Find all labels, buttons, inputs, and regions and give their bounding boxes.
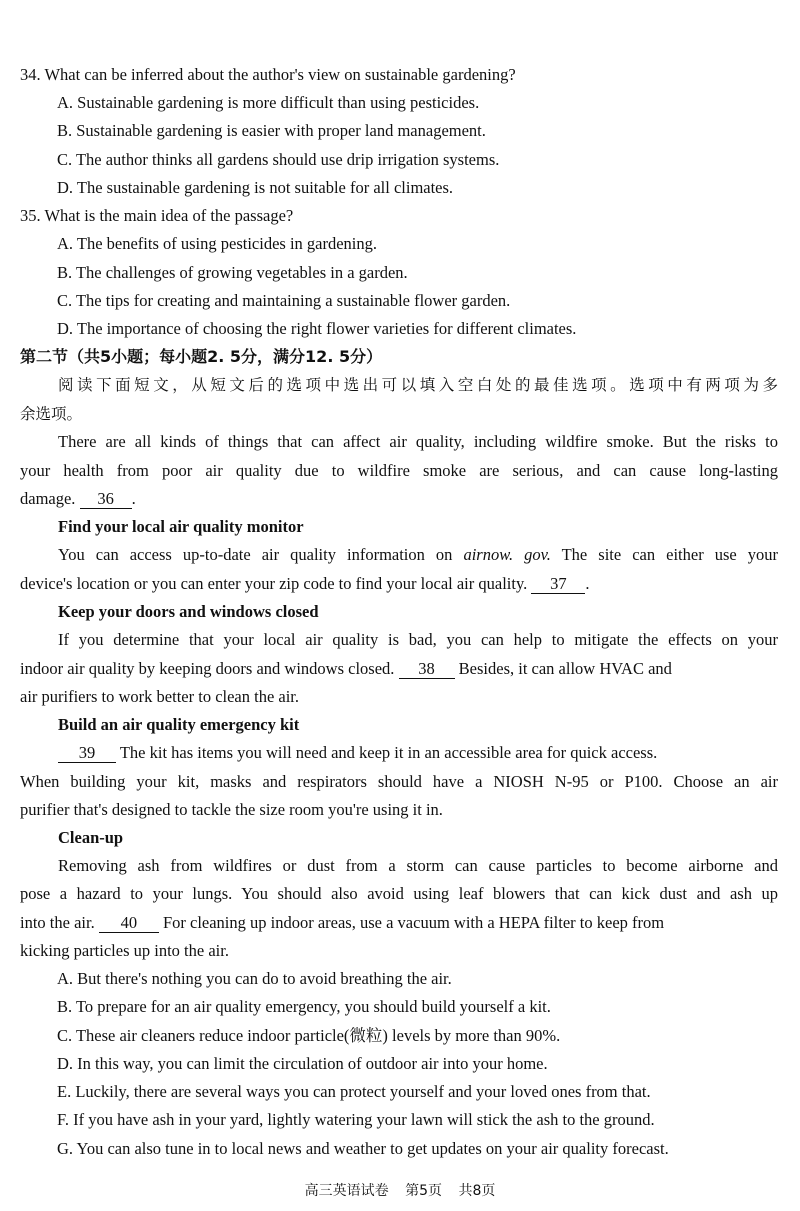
passage-line: air purifiers to work better to clean the air.: [20, 687, 300, 706]
page-footer: [0, 1180, 800, 1200]
passage-line: kicking particles up into the air.: [20, 941, 229, 960]
section-instruction-cont: 余选项。: [20, 405, 83, 423]
passage-text: .: [585, 574, 590, 593]
question-35-option-b: B. The challenges of growing vegetables in a garden.: [57, 263, 408, 282]
section-instruction: 阅读下面短文，从短文后的选项中选出可以填入空白处的最佳选项。选项中有两项为多: [58, 376, 778, 394]
footer-page-number: 第5页: [405, 1183, 442, 1199]
passage-heading-cleanup: Clean-up: [58, 828, 124, 847]
question-34-stem: 34. What can be inferred about the author's view on sustainable gardening?: [20, 65, 516, 84]
blank-38[interactable]: 38: [399, 660, 455, 679]
choice-a: A. But there's nothing you can do to avoid breathing the air.: [57, 969, 452, 988]
question-35-stem: 35. What is the main idea of the passage?: [20, 206, 294, 225]
blank-40[interactable]: 40: [99, 914, 159, 933]
passage-line: pose a hazard to your lungs. You should also avoid using leaf blowers that can kick dust and ash up: [20, 884, 778, 903]
section-title: 第二节（共5小题；每小题2. 5分，满分12. 5分）: [20, 347, 383, 366]
passage-line: [20, 573, 590, 595]
footer-exam-name: 高三英语试卷: [304, 1183, 389, 1199]
passage-line: When building your kit, masks and respirators should have a NIOSH N-95 or P100. Choose an air: [20, 772, 778, 791]
footer-total-pages: 共8页: [458, 1183, 496, 1199]
passage-line: Removing ash from wildfires or dust from a storm can cause particles to become airborne and: [58, 856, 778, 875]
blank-36[interactable]: 36: [80, 490, 132, 509]
choice-f: F. If you have ash in your yard, lightly watering your lawn will stick the ash to the ground.: [57, 1110, 655, 1129]
passage-line: [58, 544, 778, 566]
choice-g: G. You can also tune in to local news and weather to get updates on your air quality forecast.: [57, 1139, 669, 1158]
passage-text: damage.: [20, 489, 76, 508]
passage-heading-kit: Build an air quality emergency kit: [58, 715, 300, 734]
question-35-option-a: A. The benefits of using pesticides in gardening.: [57, 234, 378, 253]
passage-text: You can access up-to-date air quality information on: [58, 545, 464, 564]
question-34-option-c: C. The author thinks all gardens should use drip irrigation systems.: [57, 150, 500, 169]
passage-line: [20, 912, 664, 934]
passage-text: indoor air quality by keeping doors and windows closed.: [20, 659, 395, 678]
passage-line: your health from poor air quality due to wildfire smoke are serious, and can cause long-lasting: [20, 461, 778, 480]
passage-heading-doors: Keep your doors and windows closed: [58, 602, 319, 621]
passage-text: device's location or you can enter your zip code to find your local air quality.: [20, 574, 528, 593]
blank-37[interactable]: 37: [531, 575, 585, 594]
passage-line: purifier that's designed to tackle the size room you're using it in.: [20, 800, 443, 819]
passage-line: [58, 742, 657, 764]
passage-line: [20, 658, 672, 680]
question-35-option-c: C. The tips for creating and maintaining a sustainable flower garden.: [57, 291, 511, 310]
question-34-option-a: A. Sustainable gardening is more difficult than using pesticides.: [57, 93, 480, 112]
choice-c: C. These air cleaners reduce indoor particle(微粒) levels by more than 90%.: [57, 1026, 561, 1045]
passage-text: The site can either use your: [550, 545, 779, 564]
passage-text: The kit has items you will need and keep it in an accessible area for quick access.: [116, 743, 658, 762]
blank-39[interactable]: 39: [58, 744, 116, 763]
question-35-option-d: D. The importance of choosing the right flower varieties for different climates.: [57, 319, 577, 338]
passage-text: Besides, it can allow HVAC and: [454, 659, 672, 678]
passage-heading-monitor: Find your local air quality monitor: [58, 517, 304, 536]
passage-line: [20, 488, 136, 510]
passage-text: .: [131, 489, 136, 508]
passage-line: There are all kinds of things that can affect air quality, including wildfire smoke. But the risks to: [58, 432, 778, 451]
choice-e: E. Luckily, there are several ways you can protect yourself and your loved ones from that.: [57, 1082, 651, 1101]
choice-d: D. In this way, you can limit the circulation of outdoor air into your home.: [57, 1054, 548, 1073]
passage-text: into the air.: [20, 913, 95, 932]
choice-b: B. To prepare for an air quality emergency, you should build yourself a kit.: [57, 997, 551, 1016]
passage-text: For cleaning up indoor areas, use a vacuum with a HEPA filter to keep from: [158, 913, 665, 932]
website-link[interactable]: airnow. gov.: [463, 545, 551, 564]
passage-line: If you determine that your local air quality is bad, you can help to mitigate the effects on your: [58, 630, 778, 649]
question-34-option-d: D. The sustainable gardening is not suitable for all climates.: [57, 178, 454, 197]
question-34-option-b: B. Sustainable gardening is easier with proper land management.: [57, 121, 486, 140]
